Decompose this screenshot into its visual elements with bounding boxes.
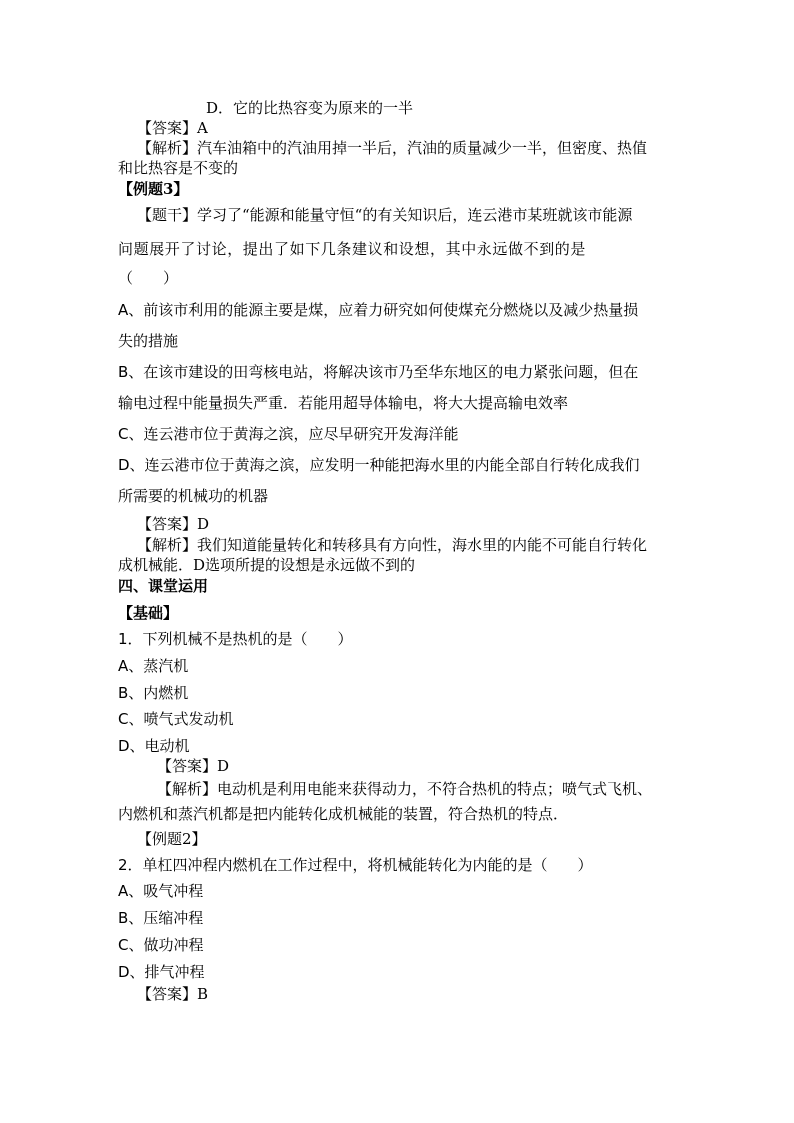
question-stem-line: 问题展开了讨论，提出了如下几条建议和设想，其中永远做不到的是 xyxy=(118,240,587,258)
option-line: A、前该市利用的能源主要是煤，应着力研究如何使煤充分燃烧以及减少热量损 xyxy=(118,301,639,319)
option-line: 输电过程中能量损失严重．若能用超导体输电，将大大提高输电效率 xyxy=(118,394,569,412)
question-line: 1．下列机械不是热机的是（ ） xyxy=(118,630,353,648)
option-d-line: D．它的比热容变为原来的一半 xyxy=(206,99,414,117)
option-line: C、喷气式发动机 xyxy=(118,710,234,728)
option-line: D、电动机 xyxy=(118,737,190,755)
question-line: 2．单杠四冲程内燃机在工作过程中，将机械能转化为内能的是（ ） xyxy=(118,856,593,874)
subsection-heading: 【基础】 xyxy=(118,604,179,622)
option-line: C、做功冲程 xyxy=(118,936,204,954)
option-line: A、吸气冲程 xyxy=(118,882,204,900)
answer-line: 【答案】D xyxy=(157,757,230,775)
option-line: A、蒸汽机 xyxy=(118,657,189,675)
analysis-line: 内燃机和蒸汽机都是把内能转化成机械能的装置，符合热机的特点． xyxy=(118,805,569,823)
answer-line: 【答案】D xyxy=(137,515,210,533)
question-blank: （ ） xyxy=(118,269,179,287)
analysis-line: 【解析】电动机是利用电能来获得动力，不符合热机的特点；喷气式飞机、 xyxy=(157,780,653,798)
analysis-line: 成机械能．D选项所提的设想是永远做不到的 xyxy=(118,556,416,574)
option-line: D、连云港市位于黄海之滨，应发明一种能把海水里的内能全部自行转化成我们 xyxy=(118,456,640,474)
option-line: B、在该市建设的田弯核电站，将解决该市乃至华东地区的电力紧张问题，但在 xyxy=(118,363,639,381)
question-stem-line: 【题干】学习了“能源和能量守恒“的有关知识后，连云港市某班就该市能源 xyxy=(137,206,633,224)
option-line: C、连云港市位于黄海之滨，应尽早研究开发海洋能 xyxy=(118,425,459,443)
analysis-line: 和比热容是不变的 xyxy=(118,159,239,177)
example-heading: 【例题2】 xyxy=(137,830,207,848)
option-line: D、排气冲程 xyxy=(118,963,205,981)
analysis-line: 【解析】我们知道能量转化和转移具有方向性，海水里的内能不可能自行转化 xyxy=(137,536,648,554)
example-heading: 【例题3】 xyxy=(118,180,189,198)
answer-line: 【答案】B xyxy=(137,985,209,1003)
option-line: 失的措施 xyxy=(118,332,179,350)
analysis-line: 【解析】汽车油箱中的汽油用掉一半后，汽油的质量减少一半，但密度、热值 xyxy=(137,139,648,157)
option-line: 所需要的机械功的机器 xyxy=(118,487,269,505)
answer-line: 【答案】A xyxy=(137,119,208,137)
option-line: B、压缩冲程 xyxy=(118,909,204,927)
option-line: B、内燃机 xyxy=(118,684,189,702)
section-heading: 四、课堂运用 xyxy=(118,577,209,595)
